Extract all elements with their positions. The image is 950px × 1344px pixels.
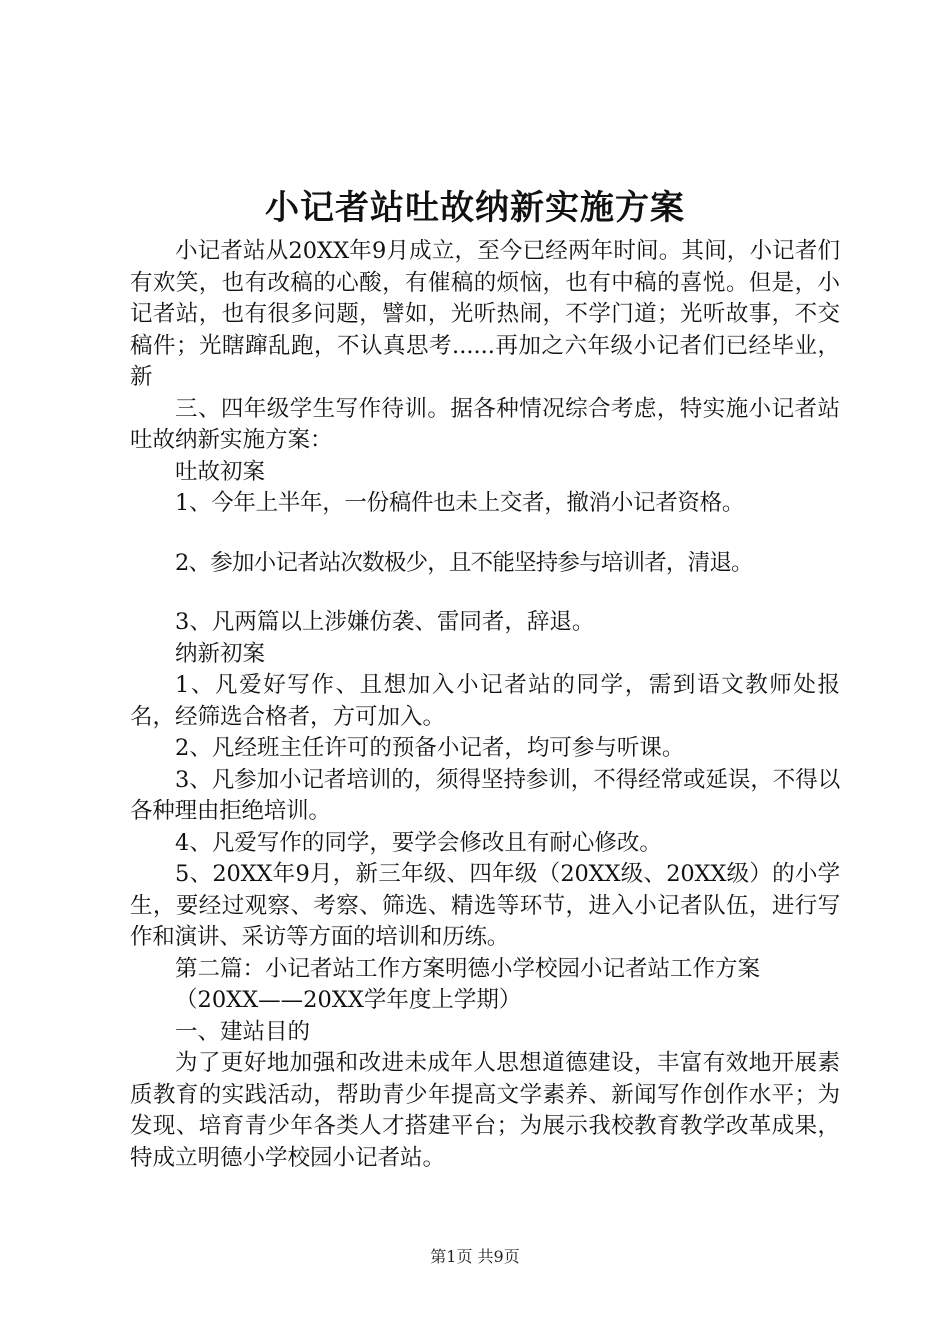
list-item-recruit-3: 3、凡参加小记者培训的，须得坚持参训，不得经常或延误，不得以各种理由拒绝培训。 — [130, 766, 840, 824]
section-heading-purpose: 一、建站目的 — [175, 1018, 311, 1045]
list-item-retire-1: 1、今年上半年，一份稿件也未上交者，撤消小记者资格。 — [175, 490, 745, 516]
paragraph-intro: 小记者站从20XX年9月成立，至今已经两年时间。其间，小记者们有欢笑，也有改稿的心酸，有催稿的烦恼，也有中稿的喜悦。但是，小记者站，也有很多问题，譬如，光听热闹，不学门道；光听故事，不交稿件；光瞎蹿乱跑，不认真思考......再加之六年级小记者们已经毕业，新 — [130, 238, 840, 390]
list-item-retire-3: 3、凡两篇以上涉嫌仿袭、雷同者，辞退。 — [175, 609, 595, 635]
section-heading-recruit: 纳新初案 — [175, 640, 266, 667]
list-item-recruit-1: 1、凡爱好写作、且想加入小记者站的同学，需到语文教师处报名，经筛选合格者，方可加入。 — [130, 672, 840, 730]
list-item-retire-2: 2、参加小记者站次数极少，且不能坚持参与培训者，清退。 — [175, 549, 753, 576]
document-title: 小记者站吐故纳新实施方案 — [265, 188, 685, 228]
section-heading-retire: 吐故初案 — [175, 458, 266, 485]
list-item-recruit-2: 2、凡经班主任许可的预备小记者，均可参与听课。 — [175, 735, 685, 761]
page-number: 第1页 共9页 — [430, 1247, 520, 1266]
document-body — [130, 236, 840, 1174]
list-item-recruit-4: 4、凡爱写作的同学，要学会修改且有耐心修改。 — [175, 829, 662, 856]
list-item-recruit-5: 5、20XX年9月，新三年级、四年级（20XX级、20XX级）的小学生，要经过观察、考察、筛选、精选等环节，进入小记者队伍，进行写作和演讲、采访等方面的培训和历练。 — [130, 861, 840, 950]
paragraph-plan-statement: 三、四年级学生写作待训。据各种情况综合考虑，特实施小记者站吐故纳新实施方案： — [130, 395, 840, 453]
school-year-line: （20XX——20XX学年度上学期） — [175, 987, 522, 1013]
paragraph-purpose: 为了更好地加强和改进未成年人思想道德建设，丰富有效地开展素质教育的实践活动，帮助青少年提高文学素养、新闻写作创作水平；为发现、培育青少年各类人才搭建平台；为展示我校教育教学改革成果，特成立明德小学校园小记者站。 — [130, 1050, 840, 1171]
section-heading-part-two: 第二篇：小记者站工作方案明德小学校园小记者站工作方案 — [175, 955, 761, 982]
